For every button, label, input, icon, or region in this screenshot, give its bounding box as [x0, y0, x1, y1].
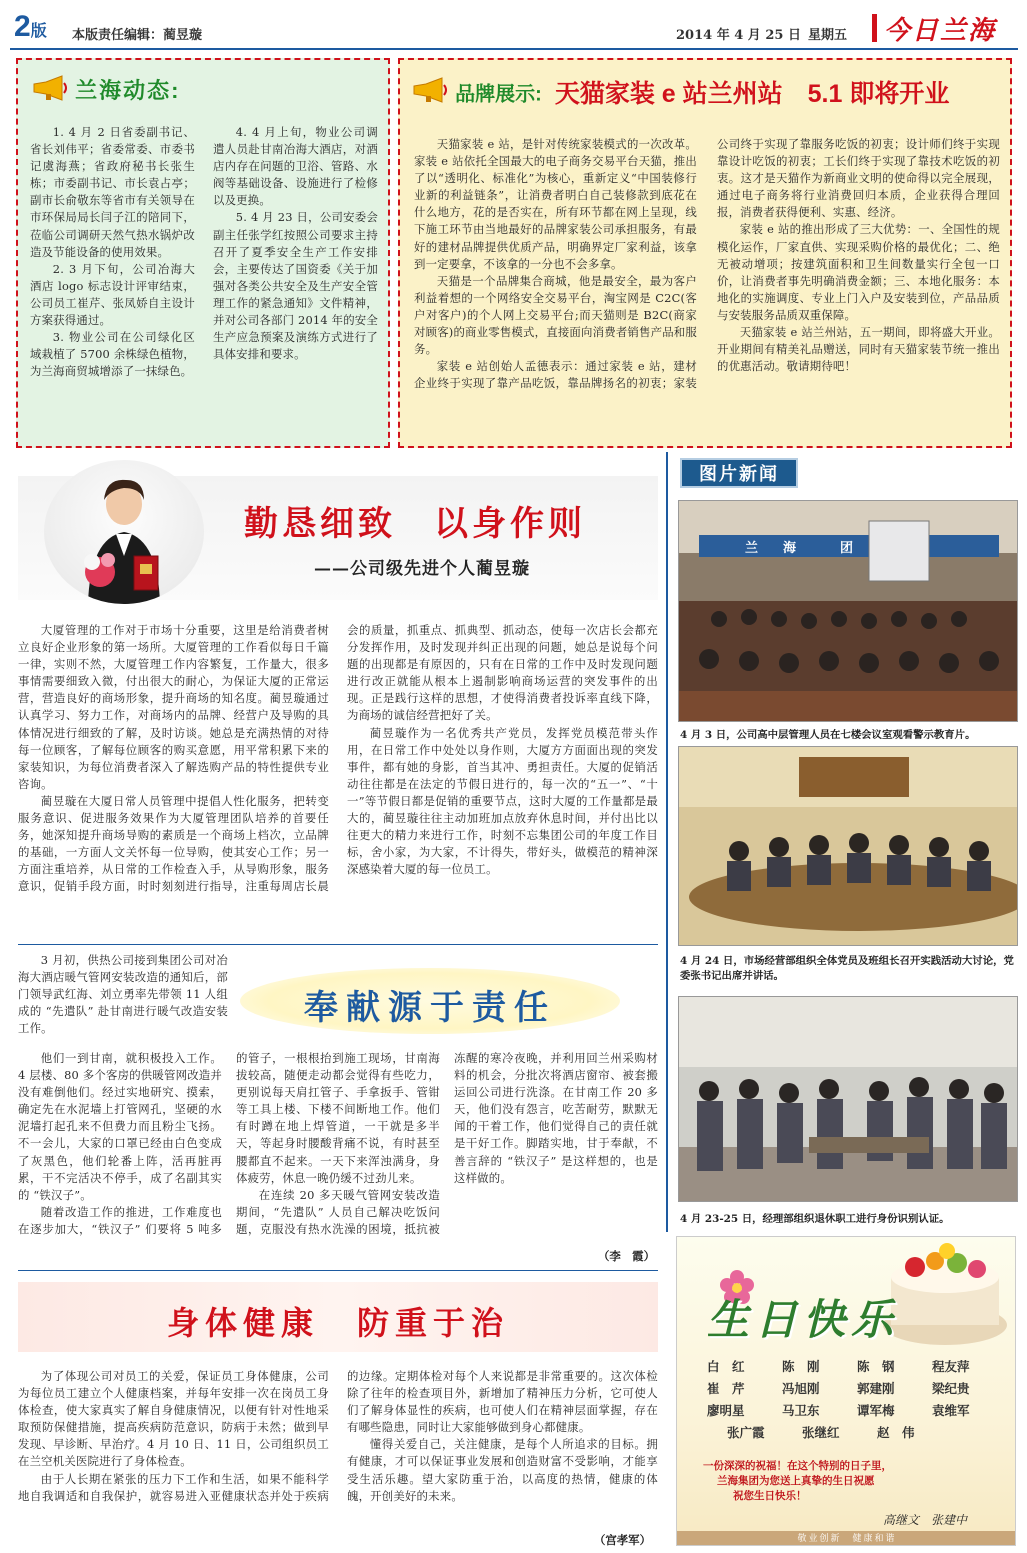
profile-paragraph: 蔺昱璇在大厦日常人员管理中提倡人性化服务，把转变服务意识、促进服务效果作为大厦管理团队培养的首要任务，她深知提升商场导购的素质是一个商场上档次，立品牌的基础，一方面人文关怀每一位导购，使其安心工作；另一方面注重培养，从日常的工作检查入手，从导购形象，服务意识，促销手段方面，时时刻刻进行指导，注重每周店长晨会的质量，抓重点、抓典型、抓动态，使每一次店长会都充分发挥作用，及时发现并纠正出现的问题，她总是说每个问题的出现都是有原因的，只有在日常的工作中及时发现问题进行改正就能从根本上遏制影响商场运营的突发事件的出现。正是践行这样的思想，才使得消费者投诉率直线下降，为商场的诚信经营把好了关。	[18, 623, 658, 894]
meeting-photo	[678, 500, 1018, 722]
dedication-intro	[18, 952, 228, 1037]
news-item: 4. 4 月上旬，物业公司调遣人员赴甘南冶海大酒店，对酒店内存在问题的卫浴、管路、水阀等基础设备、设施进行了检修以及更换。	[213, 125, 378, 208]
dedication-title-ellipse	[240, 968, 620, 1034]
health-paragraph: 由于人长期在紧张的压力下工作和生活，如果不能科学地自我调适和自我保护，就容易进入亚健康状态并处于疾病的边缘。定期体检对每个人来说都是非常重要的。这次体检除了往年的检查项目外，新增加了精神压力分析，它可使人们了解身体显性的疾病，也可使人们在精神层面掌握，存在有哪些隐患，同时让大家能够做到身心都健康。	[18, 1369, 658, 1503]
birthday-names	[707, 1357, 1007, 1441]
dedication-body	[18, 1050, 658, 1262]
registration-photo	[678, 996, 1018, 1202]
dedication-paragraph: 3 月初，供热公司接到集团公司对冶海大酒店暖气管网安装改造的通知后，部门领导武红海、刘立勇率先带领 11 人组成的 “先遣队” 赴甘南进行暖气改造安装工作。	[18, 953, 228, 1036]
page-header	[0, 0, 1027, 52]
health-paragraph: 懂得关爱自己，关注健康，是每个人所追求的目标。拥有健康，才可以保证事业发展和创造财富不受影响，才能享受生活乐趣。望大家防重于治，以高度的热情，健康的体魄，开创美好的未来。	[347, 1437, 658, 1503]
photo-caption: 4 月 24 日，市场经营部组织全体党员及班组长召开实践活动大讨论，党委张书记出席并讲话。	[680, 955, 1014, 982]
megaphone-icon	[32, 75, 70, 105]
megaphone-icon	[412, 77, 450, 107]
news-item: 2. 3 月下旬，公司冶海大酒店 logo 标志设计评审结束，公司员工崔芹、张凤娇自主设计方案获得通过。	[30, 261, 195, 328]
wish-line: 兰海集团为您送上真挚的生日祝愿	[717, 1475, 875, 1487]
profile-body	[18, 622, 658, 942]
wish-line: 一份深深的祝福！在这个特别的日子里，	[703, 1460, 892, 1472]
meeting-banner-text: 兰 海 团	[745, 541, 860, 556]
dedication-paragraph: 在连续 20 多天暖气管网安装改造期间，“先遣队” 人员自己解决吃饭问题，克服没有热水洗澡的困境，抵抗被冻醒的寒冷夜晚，并利用回兰州采购材料的机会，分批次将酒店窗帘、被套搬运回公司进行洗涤。在甘南工作 20 多天，他们没有怨言，吃苦耐劳，默默无闻的干着工作，他们觉得自己的责任就是干好工作。脚踏实地，甘于奉献，不善言辞的 “铁汉子” 是这样想的，也是这样做的。	[236, 1051, 658, 1236]
birthday-wish	[703, 1459, 1003, 1504]
birthday-name: 白 红	[707, 1359, 745, 1374]
birthday-name: 陈 刚	[782, 1359, 820, 1374]
profile-paragraph: 蔺昱璇作为一名优秀共产党员，发挥党员模范带头作用，在日常工作中处处以身作则，大厦方方面面出现的突发事件，都有她的身影，首当其冲、勇担责任。大厦的促销活动往往都是在法定的节假日进行的，每一次的“五一”、“十一”等节假日都是促销的重要节点，这时大厦的工作量都是最大的，蔺昱璇往往主动加班加点放弃休息时间，并付出比以往更大的精力来进行工作，时刻不忘集团公司的年度工作目标，舍小家，为大家，不计得失，带好头，做模范的精神深深感染着大厦的每一位员工。	[347, 725, 658, 877]
dedication-paragraph: 他们一到甘南，就积极投入工作。4 层楼、80 多个客房的供暖管网改造并没有难倒他们。经过实地研究、摸索，确定先在水泥墙上打管网孔，坚硬的水泥墙打起孔来不但费力而且粉尘飞扬。不一会儿，大家的口罩已经由白色变成了灰黑色，他们轮番上阵，活再脏再累，干不完活决不停手，成了名副其实的 “铁汉子”。	[18, 1051, 222, 1202]
masthead-logo: 今日兰海	[884, 16, 997, 46]
news-item: 3. 物业公司在公司绿化区域栽植了 5700 余株绿色植物，为兰海商贸城增添了一抹绿色。	[30, 330, 195, 379]
news-box-body	[30, 124, 378, 442]
health-title-band	[18, 1282, 658, 1352]
birthday-name: 张继红	[802, 1425, 840, 1440]
health-paragraph: 为了体现公司对员工的关爱，保证员工身体健康，公司为每位员工建立个人健康档案，并每年安排一次在岗员工身体检查，使大家真实了解自身健康情况，以便有针对性地采取预防保健措施，提高疾病防范意识，防病于未然；做到早发现、早诊断、早治疗。4 月 10 日、11 日，公司组织员工在兰空机关医院进行了身体检查。	[18, 1369, 329, 1469]
brand-label: 品牌展示:	[455, 83, 542, 106]
issue-weekday: 星期五	[808, 28, 848, 43]
dedication-author: （李 霞）	[594, 1248, 655, 1264]
health-title: 身体健康 防重于治	[166, 1305, 509, 1341]
brand-headline: 天猫家装 e 站兰州站 5.1 即将开业	[554, 80, 950, 108]
profile-portrait	[44, 460, 204, 604]
brand-paragraph: 家装 e 站创始人孟德表示：通过家装 e 站，建材企业终于实现了靠产品吃饭，靠品牌扬名的初衷；家装公司终于实现了靠服务吃饭的初衷；设计师们终于实现靠设计吃饭的初衷；工长们终于实现了靠技术吃饭的初衷。这才是天猫作为新商业文明的使命得以完全展现，通过电子商务将行业消费回归本质，企业获得合理回报，消费者获得便利、实惠、经济。	[414, 137, 1000, 391]
page-number: 2版	[14, 10, 47, 43]
dedication-title: 奉献源于责任	[304, 989, 556, 1027]
brand-paragraph: 天猫家装 e 站兰州站，五一期间，即将盛大开业。开业期间有精美礼品赠送，同时有天猫家装节统一推出的优惠活动。敬请期待吧！	[717, 325, 1000, 374]
dedication-paragraph: 随着改造工作的推进，工作难度也在逐步加大，“铁汉子” 们要将 5 吨多的管子，一根根抬到施工现场，甘南海拔较高，随便走动都会觉得有些吃力，更别说每天肩扛管子、手拿扳手、管钳等工具上楼、下楼不间断地工作。他们有时蹲在地上焊管道，一干就是多半天，等起身时腰酸背痛不说，有时甚至腰都直不起来。一天下来浑浊满身，身体疲劳，休息一晚仍缓不过劲儿来。	[18, 1051, 440, 1236]
news-box-title: 兰海动态:	[32, 74, 180, 104]
birthday-footer: 敬业创新 健康和谐	[677, 1531, 1016, 1546]
brand-paragraph: 家装 e 站的推出形成了三大优势：一、全国性的规模化运作，厂家直供、实现采购价格的最优化；二、绝无被动增项；按建筑面积和卫生间数量实行全包一口价，让消费者事先明确消费金额；三、本地化服务：本地化的实施调度、专业上门入户及安装到位，产品品质与安装服务品质双重保障。	[717, 222, 1000, 322]
birthday-name: 袁维军	[932, 1403, 970, 1418]
birthday-name: 谭军梅	[857, 1403, 895, 1418]
issue-date: 2014 年 4 月 25 日	[676, 28, 801, 43]
brand-box	[398, 58, 1012, 448]
brand-paragraph: 天猫家装 e 站，是针对传统家装模式的一次改革。家装 e 站依托全国最大的电子商务交易平台天猫，推出了以“透明化、标准化”为核心，重新定义“中国装修行业新的利益链条”，让消费者明白自己装修款到底花在什么地方，花的是否实在，所有环节都在网上呈现，线下施工环节由当地最好的品牌家装公司承担服务，有最好的建材品牌提供优质产品，明确界定厂家利益，该拿到一定要拿，不该拿的一分也不会多拿。	[414, 137, 697, 271]
news-item: 5. 4 月 23 日，公司安委会副主任张学红按照公司要求主持召开了夏季安全生产工作安排会，主要传达了国资委《关于加强对各类公共安全及生产安全管理工作的紧急通知》文件精神，并对公司各部门 2014 年的安全生产应急预案及演练方式进行了具体安排和要求。	[213, 210, 378, 362]
news-item: 1. 4 月 2 日省委副书记、省长刘伟平；省委常委、市委书记虞海燕；省政府秘书长张生栋；市委副书记、市长袁占亭；副市长俞敬东等省市有关领导在市环保局局长闫子江的陪同下，莅临公司调研天然气热水锅炉改造及节能设备的使用效果。	[30, 125, 195, 259]
birthday-name: 崔 芹	[707, 1381, 745, 1396]
profile-paragraph: 大厦管理的工作对于市场十分重要，这里是给消费者树立良好企业形象的第一场所。大厦管理的工作看似每日千篇一律，实则不然，大厦管理工作内容繁复，工作量大，很多事情需要细致入微，付出很大的耐心，为保证大厦的正常运营，营造良好的商场形象，提升商场的知名度。蔺昱璇通过认真学习、努力工作，对商场内的品牌、经营户及导购的具体情况进行细致的了解，及时访谈。她总是充满热情的对待每一位顾客，了解每位顾客的购买意愿，用平常积累下来的家装知识，为每位消费者深入了解选购产品的特性提供专业咨询。	[18, 623, 329, 791]
brand-box-body	[414, 136, 1000, 442]
brand-box-header	[412, 74, 949, 108]
profile-title: 勤恳细致 以身作则	[244, 505, 586, 543]
photo-news-header: 图片新闻	[680, 458, 798, 488]
birthday-name: 赵 伟	[877, 1425, 915, 1440]
birthday-name: 廖明星	[707, 1403, 745, 1418]
photo-news-column	[666, 452, 1024, 1232]
editor-line: 本版责任编辑：蔺昱璇	[72, 28, 203, 43]
photo-caption: 4 月 23-25 日，经理部组织退休职工进行身份识别认证。	[680, 1213, 950, 1225]
birthday-name: 冯旭刚	[782, 1381, 820, 1396]
photo-caption: 4 月 3 日，公司高中层管理人员在七楼会议室观看警示教育片。	[680, 729, 976, 741]
discussion-photo	[678, 746, 1018, 946]
header-accent-bar	[872, 14, 877, 42]
health-body	[18, 1368, 658, 1548]
section-divider	[18, 1270, 658, 1271]
birthday-signature: 高继文 张建中	[883, 1513, 968, 1527]
news-box	[16, 58, 390, 448]
profile-subtitle: ——公司级先进个人蔺昱璇	[314, 559, 530, 579]
health-author: （宫孝军）	[590, 1532, 651, 1548]
birthday-name: 马卫东	[782, 1403, 820, 1418]
birthday-name: 程友萍	[932, 1359, 970, 1374]
birthday-title: 生日快乐	[707, 1295, 900, 1344]
birthday-name: 郭建刚	[857, 1381, 895, 1396]
birthday-name: 梁纪贵	[932, 1381, 970, 1396]
header-rule	[10, 48, 1018, 50]
wish-line: 祝您生日快乐！	[733, 1490, 807, 1502]
section-divider	[18, 944, 658, 945]
brand-paragraph: 天猫是一个品牌集合商城，他是最安全，最为客户利益着想的一个网络安全交易平台，淘宝网是 C2C(客户对客户)的个人网上交易平台;而天猫则是 B2C(商家对顾客)的商业零售模式，直接面向消费者销售产品和服务。	[414, 273, 697, 357]
birthday-name: 陈 钢	[857, 1359, 895, 1374]
birthday-name: 张广霞	[727, 1425, 765, 1440]
birthday-card	[676, 1236, 1016, 1546]
profile-title-band	[18, 476, 658, 600]
